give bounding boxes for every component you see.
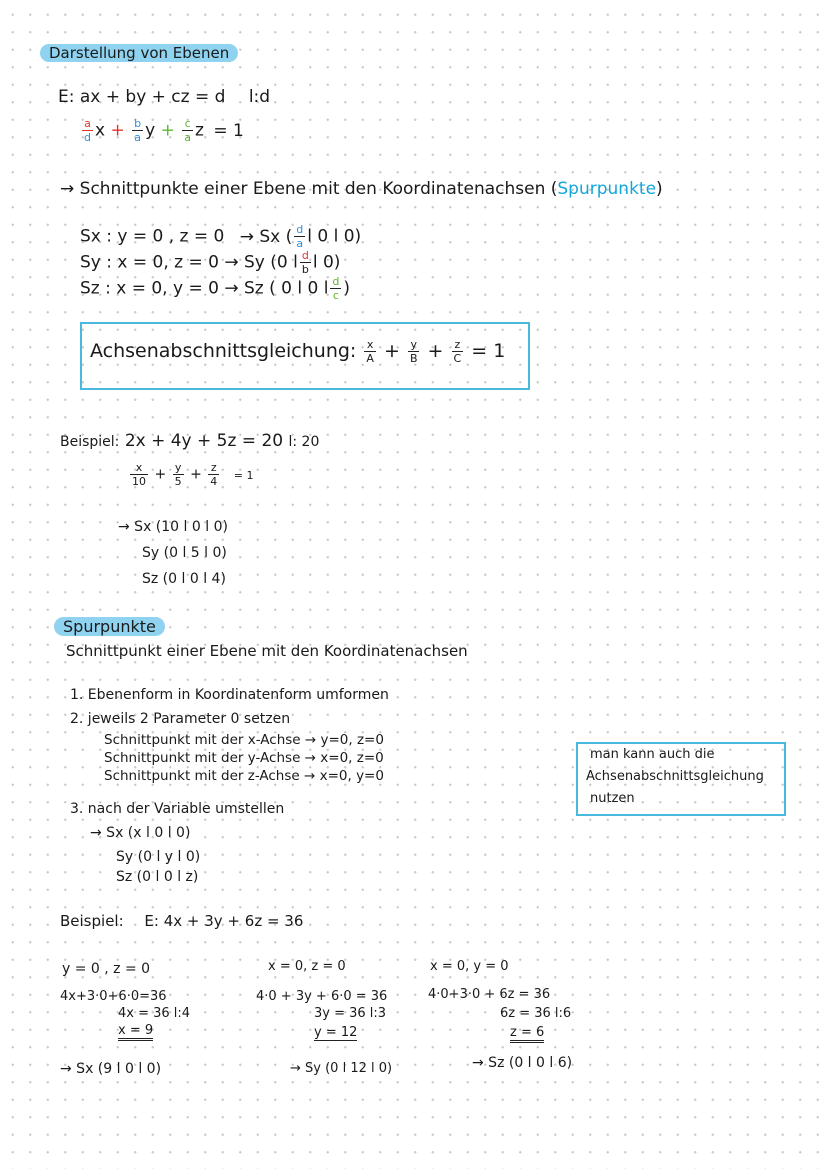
ex2-col2-condition: x = 0, z = 0: [268, 959, 346, 974]
step-3-sz: Sz (0 l 0 l z): [116, 869, 199, 885]
section-title-spurpunkte: Spurpunkte: [54, 618, 165, 636]
example1-sy: Sy (0 l 5 l 0): [142, 545, 227, 561]
sx-line: Sx : y = 0 , z = 0 → Sx ( $\frac{d}{a}$ l 0 l 0): [80, 223, 362, 250]
ex2-col1-result: → Sx (9 l 0 l 0): [60, 1061, 162, 1077]
ex2-col3-line3: z = 6: [510, 1024, 544, 1042]
sy-line: Sy : x = 0, z = 0 → Sy (0 l $\frac{d}{b}$ l 0): [80, 249, 341, 276]
ex2-col2-result: → Sy (0 l 12 l 0): [290, 1061, 393, 1076]
example1-fractions: $\frac{x}{10}$ + $\frac{y}{5}$ + $\frac{z}{4}$ = 1: [132, 461, 254, 488]
example2-equation: Beispiel: E: 4x + 3y + 6z = 36: [60, 912, 304, 930]
step-2-x: Schnittpunkt mit der x-Achse → y=0, z=0: [104, 732, 384, 748]
step-2-y: Schnittpunkt mit der y-Achse → x=0, z=0: [104, 750, 384, 766]
plane-equation: E: ax + by + cz = d l:d: [58, 87, 271, 107]
ex2-col3-line1: 4·0+3·0 + 6z = 36: [428, 987, 551, 1002]
ex2-col3-condition: x = 0, y = 0: [430, 959, 509, 974]
ex2-col2-line2: 3y = 36 l:3: [314, 1006, 387, 1021]
side-note-line-1: man kann auch die: [590, 747, 715, 762]
step-3-sy: Sy (0 l y l 0): [116, 849, 201, 865]
step-1: 1. Ebenenform in Koordinatenform umformen: [70, 687, 389, 703]
side-note-line-3: nutzen: [590, 791, 635, 806]
example1-equation: Beispiel: 2x + 4y + 5z = 20 l: 20: [60, 431, 320, 451]
intersection-heading: → Schnittpunkte einer Ebene mit den Koordinatenachsen (Spurpunkte): [60, 179, 663, 199]
ex2-col2-line3: y = 12: [314, 1025, 358, 1040]
example1-sz: Sz (0 l 0 l 4): [142, 571, 226, 587]
normalized-equation: $\frac{a}{d}$ x + $\frac{b}{a}$ y + $\frac{c}{a}$ z = 1: [84, 117, 244, 144]
ex2-col3-result: → Sz (0 l 0 l 6): [472, 1055, 573, 1071]
ex2-col1-line2: 4x = 36 l:4: [118, 1006, 191, 1021]
side-note-line-2: Achsenabschnittsgleichung: [586, 769, 764, 784]
ex2-col1-line3: x = 9: [118, 1022, 153, 1040]
step-2-z: Schnittpunkt mit der z-Achse → x=0, y=0: [104, 768, 384, 784]
step-3: 3. nach der Variable umstellen: [70, 801, 285, 817]
page-title: Darstellung von Ebenen: [40, 44, 238, 62]
sz-line: Sz : x = 0, y = 0 → Sz ( 0 l 0 l $\frac{d}{c}$ ): [80, 275, 351, 302]
ex2-col1-line1: 4x+3·0+6·0=36: [60, 989, 167, 1004]
spur-subtitle: Schnittpunkt einer Ebene mit den Koordinatenachsen: [66, 642, 468, 660]
step-3-sx: → Sx (x l 0 l 0): [90, 825, 191, 841]
ex2-col2-line1: 4·0 + 3y + 6·0 = 36: [256, 989, 388, 1004]
axis-intercept-formula: Achsenabschnittsgleichung: $\frac{x}{A}$ + $\frac{y}{B}$ + $\frac{z}{C}$ = 1: [90, 338, 506, 365]
step-2: 2. jeweils 2 Parameter 0 setzen: [70, 711, 291, 727]
example1-sx: → Sx (10 l 0 l 0): [118, 519, 228, 535]
ex2-col1-condition: y = 0 , z = 0: [62, 961, 151, 977]
ex2-col3-line2: 6z = 36 l:6: [500, 1006, 572, 1021]
